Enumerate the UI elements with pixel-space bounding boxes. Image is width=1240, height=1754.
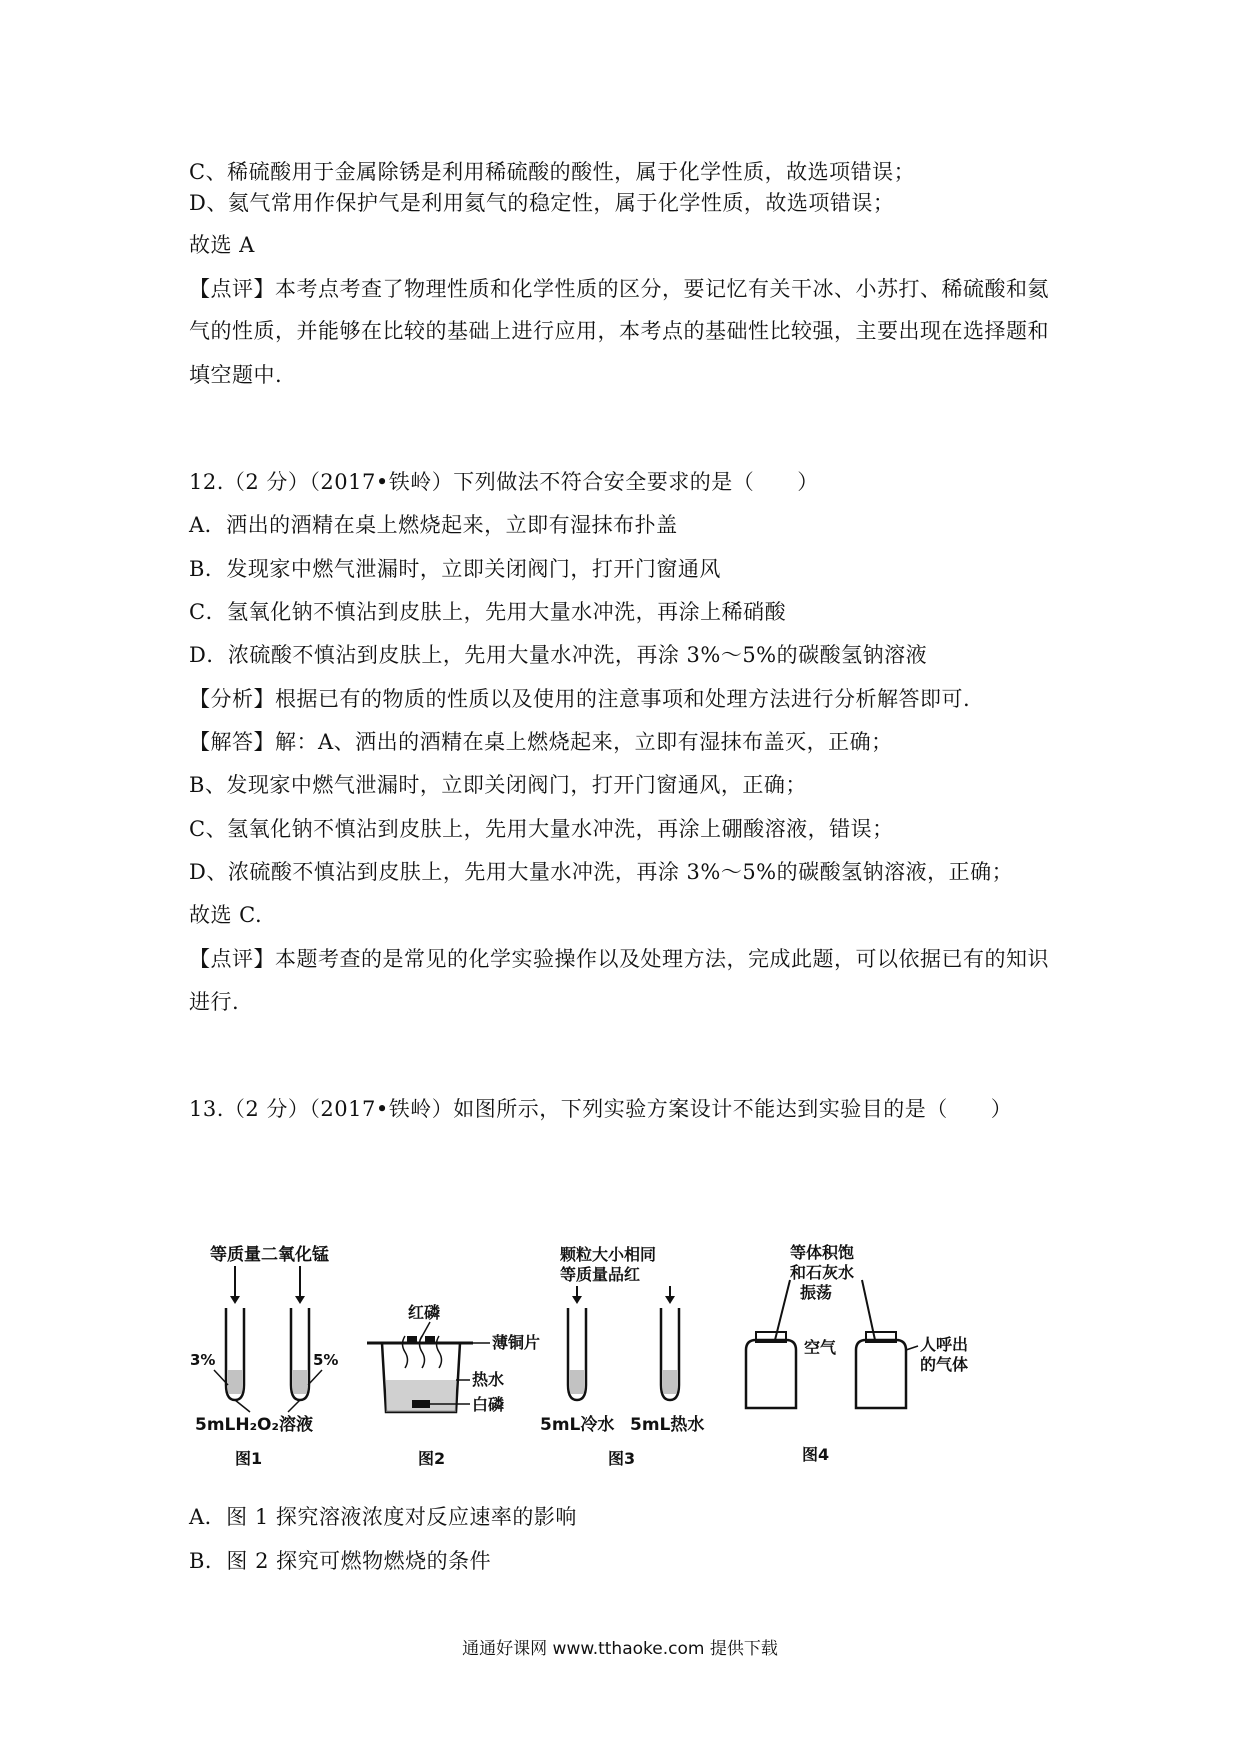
experiment-diagram	[190, 1240, 1070, 1480]
fig4-label-breath-1: 人呼出	[920, 1335, 969, 1354]
fig2-label-red-phosphorus: 红磷	[408, 1303, 441, 1322]
figure-3	[540, 1245, 704, 1468]
fig4-label-top-3: 振荡	[800, 1283, 833, 1302]
fig2-label-hot-water: 热水	[472, 1370, 505, 1389]
fig3-label-top-1: 颗粒大小相同	[560, 1245, 657, 1264]
fig4-label-top-2: 和石灰水	[790, 1263, 855, 1282]
fig2-caption: 图2	[418, 1449, 446, 1468]
fig3-label-hot: 5mL热水	[630, 1415, 705, 1435]
q12-solution: 【解答】解：A、洒出的酒精在桌上燃烧起来，立即有湿抹布盖灭，正确；	[189, 730, 893, 754]
fig3-label-cold: 5mL冷水	[540, 1415, 615, 1435]
q12-comment: 【点评】本题考查的是常见的化学实验操作以及处理方法，完成此题，可以依据已有的知识	[189, 947, 1049, 971]
figure-4	[746, 1243, 968, 1464]
figure-1	[190, 1244, 338, 1468]
q12-solution-line: D、浓硫酸不慎沾到皮肤上，先用大量水冲洗，再涂 3%～5%的碳酸氢钠溶液，正确；	[189, 860, 1014, 884]
text-line: 故选 A	[189, 233, 255, 257]
text-line: D、氦气常用作保护气是利用氦气的稳定性，属于化学性质，故选项错误；	[189, 191, 895, 215]
fig4-caption: 图4	[802, 1445, 830, 1464]
question-13-title: 13.（2 分）（2017•铁岭）如图所示，下列实验方案设计不能达到实验目的是（ ）	[189, 1097, 1013, 1121]
fig4-label-breath-2: 的气体	[920, 1355, 969, 1374]
fig4-label-top-1: 等体积饱	[790, 1243, 855, 1262]
q12-analysis: 【分析】根据已有的物质的性质以及使用的注意事项和处理方法进行分析解答即可.	[189, 687, 971, 711]
q12-option-b: B．发现家中燃气泄漏时，立即关闭阀门，打开门窗通风	[189, 557, 721, 581]
q12-option-a: A．洒出的酒精在桌上燃烧起来，立即有湿抹布扑盖	[189, 513, 678, 537]
fig1-label-left: 3%	[190, 1351, 216, 1369]
fig1-label-top: 等质量二氧化锰	[210, 1245, 329, 1265]
fig3-label-top-2: 等质量品红	[560, 1265, 641, 1284]
q12-option-d: D．浓硫酸不慎沾到皮肤上，先用大量水冲洗，再涂 3%～5%的碳酸氢钠溶液	[189, 643, 928, 667]
fig2-label-plate: 薄铜片	[492, 1333, 541, 1352]
bottle-air	[746, 1340, 796, 1408]
q12-comment-line: 进行.	[189, 990, 240, 1014]
fig3-caption: 图3	[608, 1449, 636, 1468]
fig1-caption: 图1	[235, 1449, 263, 1468]
fig1-label-bottom: 5mLH₂O₂溶液	[195, 1415, 313, 1435]
fig2-label-white-phosphorus: 白磷	[472, 1395, 505, 1414]
bottle-breath	[856, 1340, 906, 1408]
text-line: 气的性质，并能够在比较的基础上进行应用，本考点的基础性比较强，主要出现在选择题和	[189, 319, 1049, 343]
page-footer: 通通好课网 www.tthaoke.com 提供下载	[462, 1639, 778, 1659]
experiment-figures	[190, 1240, 1070, 1480]
figure-2	[367, 1303, 540, 1468]
comment-heading: 【点评】本考点考查了物理性质和化学性质的区分，要记忆有关干冰、小苏打、稀硫酸和氦	[189, 277, 1049, 301]
fig4-label-air: 空气	[804, 1338, 837, 1357]
fig1-label-right: 5%	[313, 1351, 339, 1369]
q12-solution-line: C、氢氧化钠不慎沾到皮肤上，先用大量水冲洗，再涂上硼酸溶液，错误；	[189, 817, 894, 841]
text-line: 填空题中.	[189, 363, 283, 387]
q12-solution-line: B、发现家中燃气泄漏时，立即关闭阀门，打开门窗通风，正确；	[189, 773, 807, 797]
q13-option-a: A．图 1 探究溶液浓度对反应速率的影响	[189, 1505, 577, 1529]
q12-answer: 故选 C.	[189, 903, 263, 927]
q12-option-c: C．氢氧化钠不慎沾到皮肤上，先用大量水冲洗，再涂上稀硝酸	[189, 600, 787, 624]
question-12-title: 12.（2 分）（2017•铁岭）下列做法不符合安全要求的是（ ）	[189, 470, 819, 494]
q13-option-b: B．图 2 探究可燃物燃烧的条件	[189, 1549, 492, 1573]
text-line: C、稀硫酸用于金属除锈是利用稀硫酸的酸性，属于化学性质，故选项错误；	[189, 160, 916, 184]
